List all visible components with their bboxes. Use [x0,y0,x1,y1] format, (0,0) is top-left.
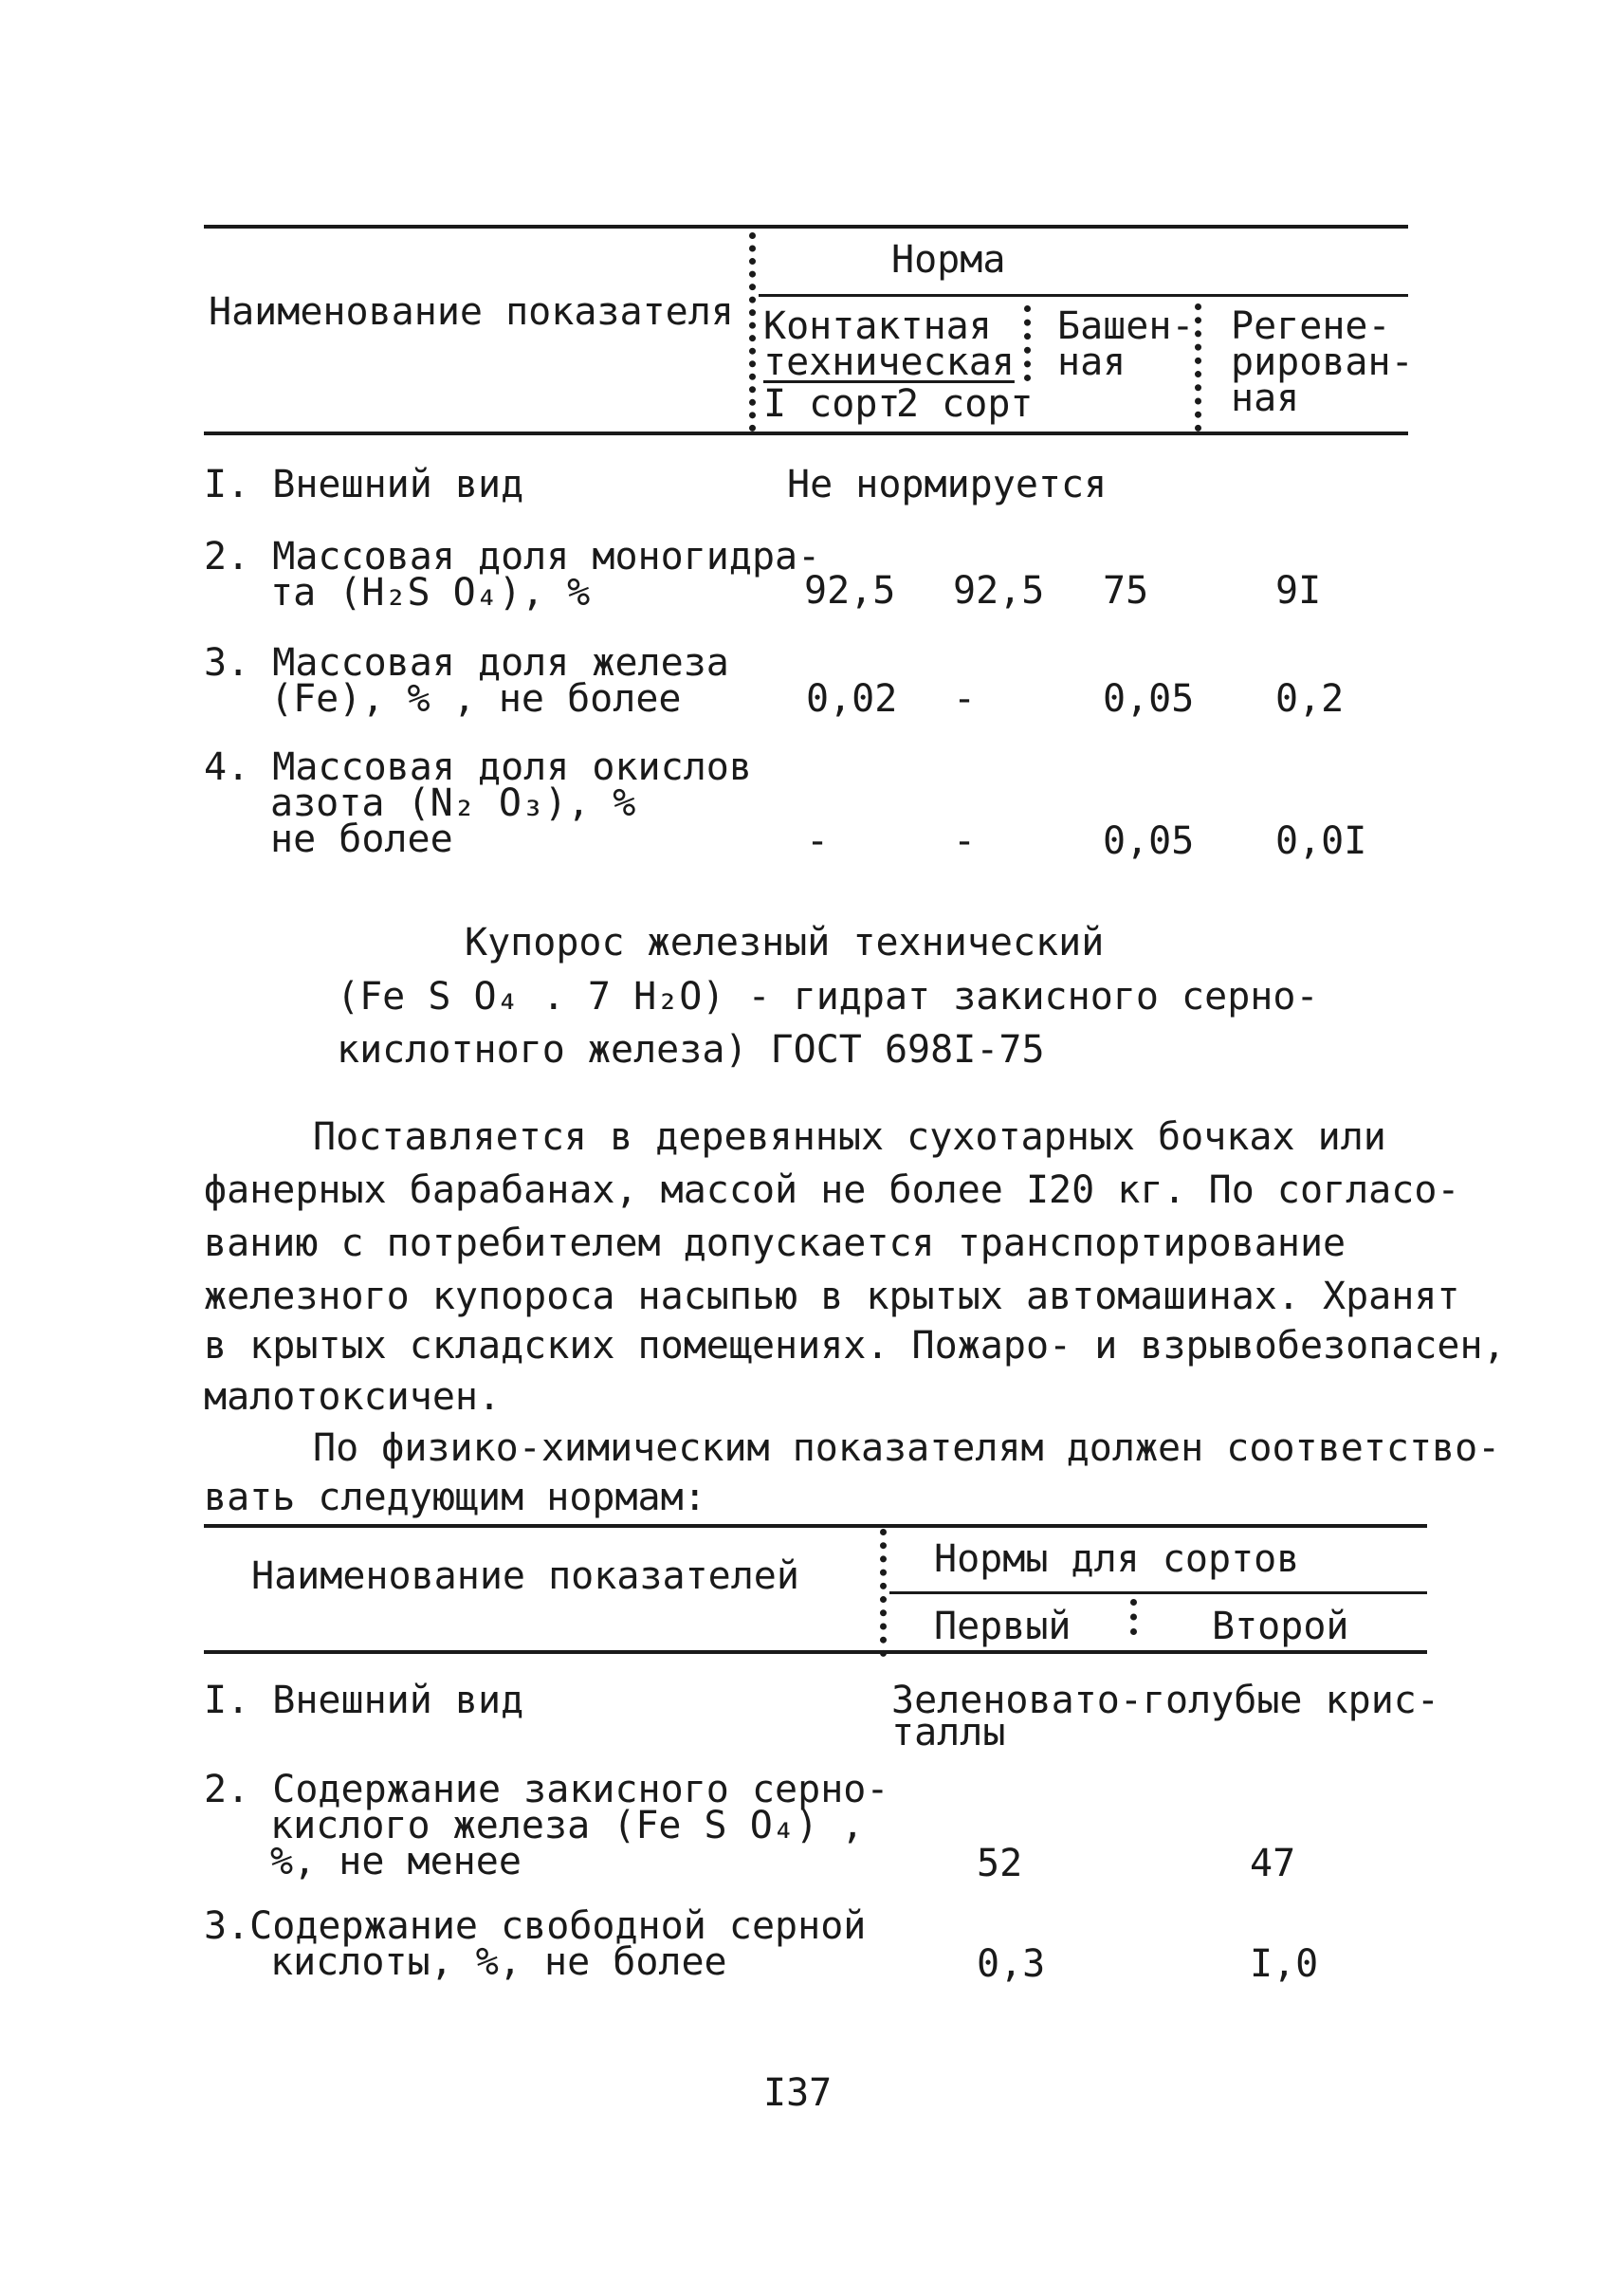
table2-row2-label-3: %, не менее [270,1840,522,1883]
table1-sub-regen-1: Регене- [1231,304,1391,348]
paragraph1-line-4: железного купороса насыпью в крытых автомашинах. Хранят [204,1275,1460,1318]
table2-header-name: Наименование показателей [251,1554,799,1598]
table1-header-name: Наименование показателя [209,290,734,334]
table1-sub-grade2: 2 сорт [896,382,1034,426]
table1-row3-v2: - [953,677,977,721]
table1-row4-v2: - [953,819,977,863]
page-number: I37 [763,2071,833,2115]
table2-row2-v1: 52 [977,1842,1023,1885]
table1-row4-label-1: 4. Массовая доля окислов [204,745,752,789]
table1-top-rule [204,225,1408,229]
paragraph1-line-3: ванию с потребителем допускается транспортирование [204,1221,1346,1265]
table1-row3-label-2: (Fe), % , не более [270,677,682,721]
table2-header-norms: Нормы для сортов [934,1537,1300,1581]
table2-row1-label: I. Внешний вид [204,1679,524,1722]
table1-row1-label: I. Внешний вид [204,463,524,506]
table1-divider-contact [1024,305,1031,381]
table1-row3-label-1: 3. Массовая доля железа [204,641,729,685]
table1-divider-main [749,232,756,432]
table1-sub-contact-1: Контактная [763,304,992,348]
heading-line-3: кислотного железа) ГОСТ 698I-75 [337,1028,1045,1072]
table1-row3-v4: 0,2 [1275,677,1345,721]
table1-row2-v2: 92,5 [953,569,1045,613]
table1-sub-grade1: I сорт [763,382,901,426]
table2-row1-value-1: Зеленовато-голубые крис- [891,1679,1439,1722]
table1-row4-v3: 0,05 [1103,819,1195,863]
table2-norms-rule [889,1591,1427,1594]
table2-row3-v2: I,0 [1250,1942,1319,1986]
table2-row3-v1: 0,3 [977,1942,1046,1986]
table1-row4-v1: - [806,819,830,863]
table2-row2-v2: 47 [1250,1842,1296,1885]
table1-sub-contact-2: техническая [763,340,1015,384]
table2-divider-main [880,1529,887,1657]
table1-row1-value: Не нормируется [787,463,1108,506]
table2-row2-label-2: кислого железа (Fe S O₄) , [270,1804,865,1847]
table1-sub-tower-1: Башен- [1057,304,1195,348]
paragraph2-line-1: По физико-химическим показателям должен соответство- [313,1426,1501,1470]
table1-header-bottom-rule [204,432,1408,435]
table1-divider-tower [1195,303,1201,432]
table1-row3-v3: 0,05 [1103,677,1195,721]
table2-row3-label-1: 3.Содержание свободной серной [204,1904,867,1948]
table2-top-rule [204,1524,1427,1528]
heading-line-1: Купорос железный технический [465,921,1105,964]
paragraph1-line-2: фанерных барабанах, массой не более I20 кг. По согласо- [204,1168,1460,1212]
table1-sub-tower-2: ная [1057,340,1127,384]
paragraph1-line-5: в крытых складских помещениях. Пожаро- и взрывобезопасен, [204,1324,1506,1368]
heading-line-2: (Fe S O₄ . 7 H₂O) - гидрат закисного серно- [337,975,1319,1019]
table1-row2-v1: 92,5 [804,569,896,613]
table2-sub-second: Второй [1212,1605,1349,1648]
table1-row3-v1: 0,02 [806,677,898,721]
table2-divider-grade [1130,1599,1137,1635]
table2-header-bottom-rule [204,1650,1427,1654]
table2-row3-label-2: кислоты, %, не более [270,1940,727,1984]
table1-row4-v4: 0,0I [1275,819,1367,863]
table2-row1-value-2: таллы [891,1711,1006,1754]
paragraph2-line-2: вать следующим нормам: [204,1476,706,1519]
table1-row2-label-2: та (H₂S O₄), % [270,571,591,615]
table1-row4-label-2: азота (N₂ O₃), % [270,781,636,825]
paragraph1-line-6: малотоксичен. [204,1375,502,1419]
table1-row2-label-1: 2. Массовая доля моногидра- [204,535,821,579]
table2-sub-first: Первый [934,1605,1072,1648]
table1-row4-label-3: не более [270,817,453,861]
paragraph1-line-1: Поставляется в деревянных сухотарных бочках или [313,1115,1386,1159]
table1-row2-v3: 75 [1103,569,1149,613]
table1-row2-v4: 9I [1275,569,1322,613]
table1-sub-regen-3: ная [1231,377,1300,420]
table1-header-norm: Норма [891,238,1006,282]
table1-sub-regen-2: рирован- [1231,340,1414,384]
table1-norm-rule [759,294,1408,297]
table2-row2-label-1: 2. Содержание закисного серно- [204,1768,889,1811]
